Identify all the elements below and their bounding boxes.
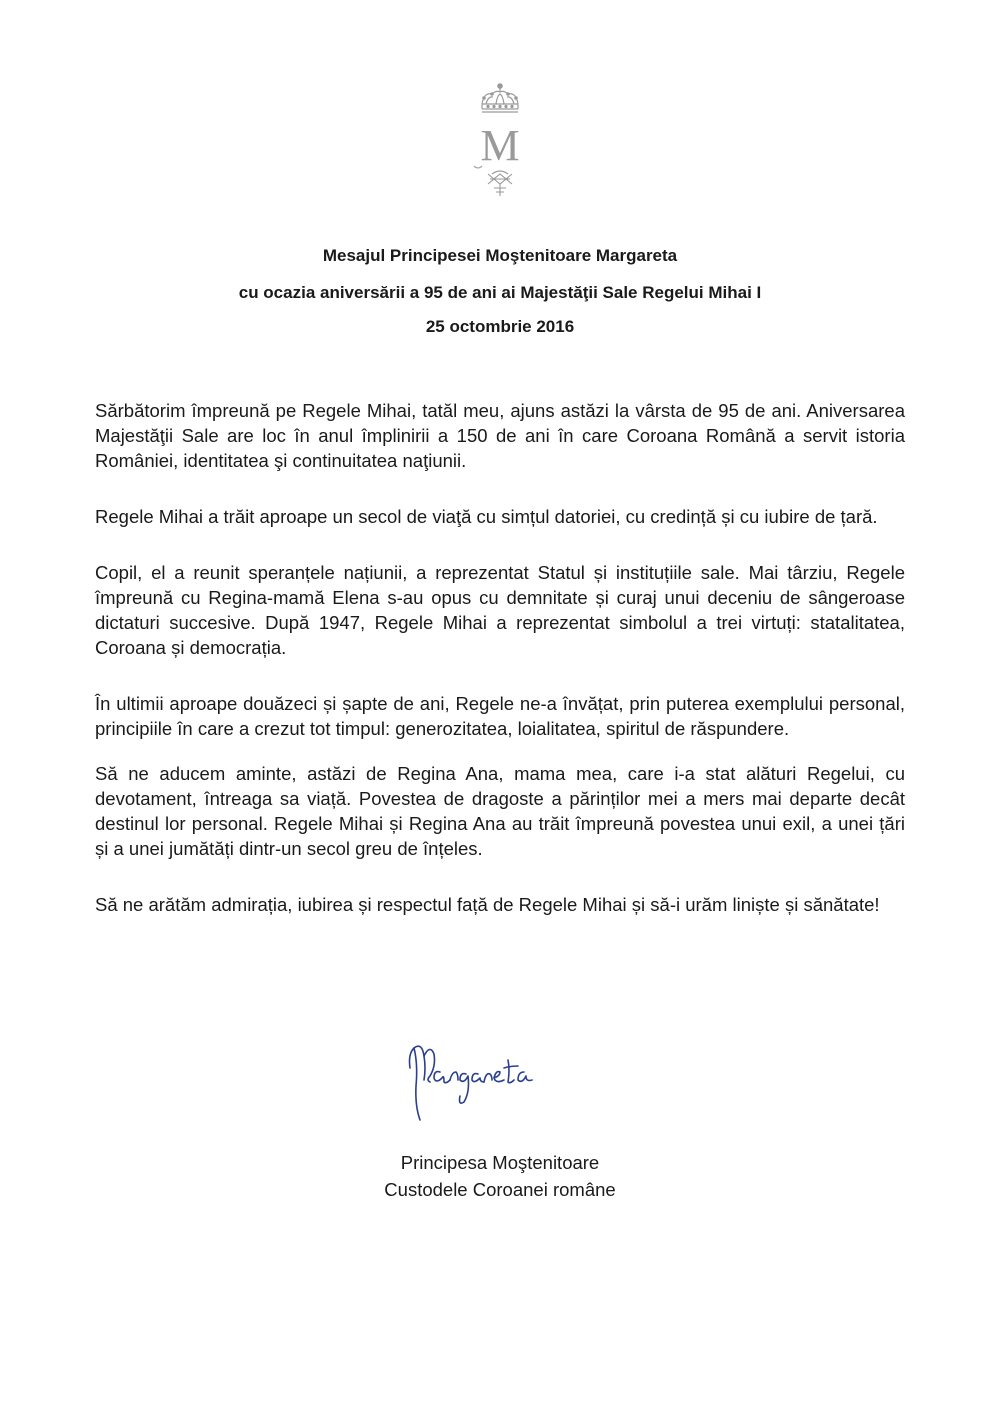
document-date: 25 octombrie 2016: [425, 317, 575, 336]
knot-ornament-icon: [488, 171, 512, 196]
paragraph-2: Regele Mihai a trăit aproape un secol de viaţă cu simțul datoriei, cu credință și cu iubire de țară.: [95, 506, 878, 527]
signatory-role: Custodele Coroanei române: [384, 1179, 616, 1200]
monogram-letter: M: [480, 121, 520, 170]
paragraph-5: Să ne aducem aminte, astăzi de Regina Ana, mama mea, care i-a stat alături Regelui, cu devotament, întreaga sa viață. Povestea de dragoste a părinților mei a mers mai departe decât destinul lor personal. Regele Mihai și Regina Ana au trăit împreună povestea unui exil, a unei țări și a unei jumătăți dintr-un secol greu de înțeles.: [95, 763, 905, 859]
paragraph-6: Să ne arătăm admirația, iubirea și respectul față de Regele Mihai și să-i urăm liniște și sănătate!: [95, 894, 880, 915]
paragraph-4: În ultimii aproape douăzeci și șapte de ani, Regele ne-a învățat, prin puterea exemplului personal, principiile în care a crezut tot timpul: generozitatea, loialitatea, spiritul de răspundere.: [95, 693, 905, 739]
signatory-title: Principesa Moştenitoare: [400, 1152, 600, 1173]
royal-monogram-logo: [460, 82, 540, 200]
title-line-1: Mesajul Principesei Moştenitoare Margareta: [322, 246, 678, 265]
handwritten-signature: [400, 1036, 552, 1124]
title-line-2: cu ocazia aniversării a 95 de ani ai Majestăţii Sale Regelui Mihai I: [238, 283, 762, 302]
paragraph-3: Copil, el a reunit speranțele națiunii, a reprezentat Statul și instituțiile sale. Mai târziu, Regele împreună cu Regina-mamă Elena s-au opus cu demnitate și curaj unui deceniu de sângeroase dictaturi succesive. După 1947, Regele Mihai a reprezentat simbolul a trei virtuți: statalitatea, Coroana și democrația.: [95, 562, 905, 658]
royal-crown-icon: [482, 84, 518, 112]
paragraph-1: Sărbătorim împreună pe Regele Mihai, tatăl meu, ajuns astăzi la vârsta de 95 de ani. Aniversarea Majestăţii Sale are loc în anul împlinirii a 150 de ani în care Coroana Română a servit istoria României, identitatea şi continuitatea naţiunii.: [95, 400, 905, 471]
letter-body: [95, 398, 905, 917]
